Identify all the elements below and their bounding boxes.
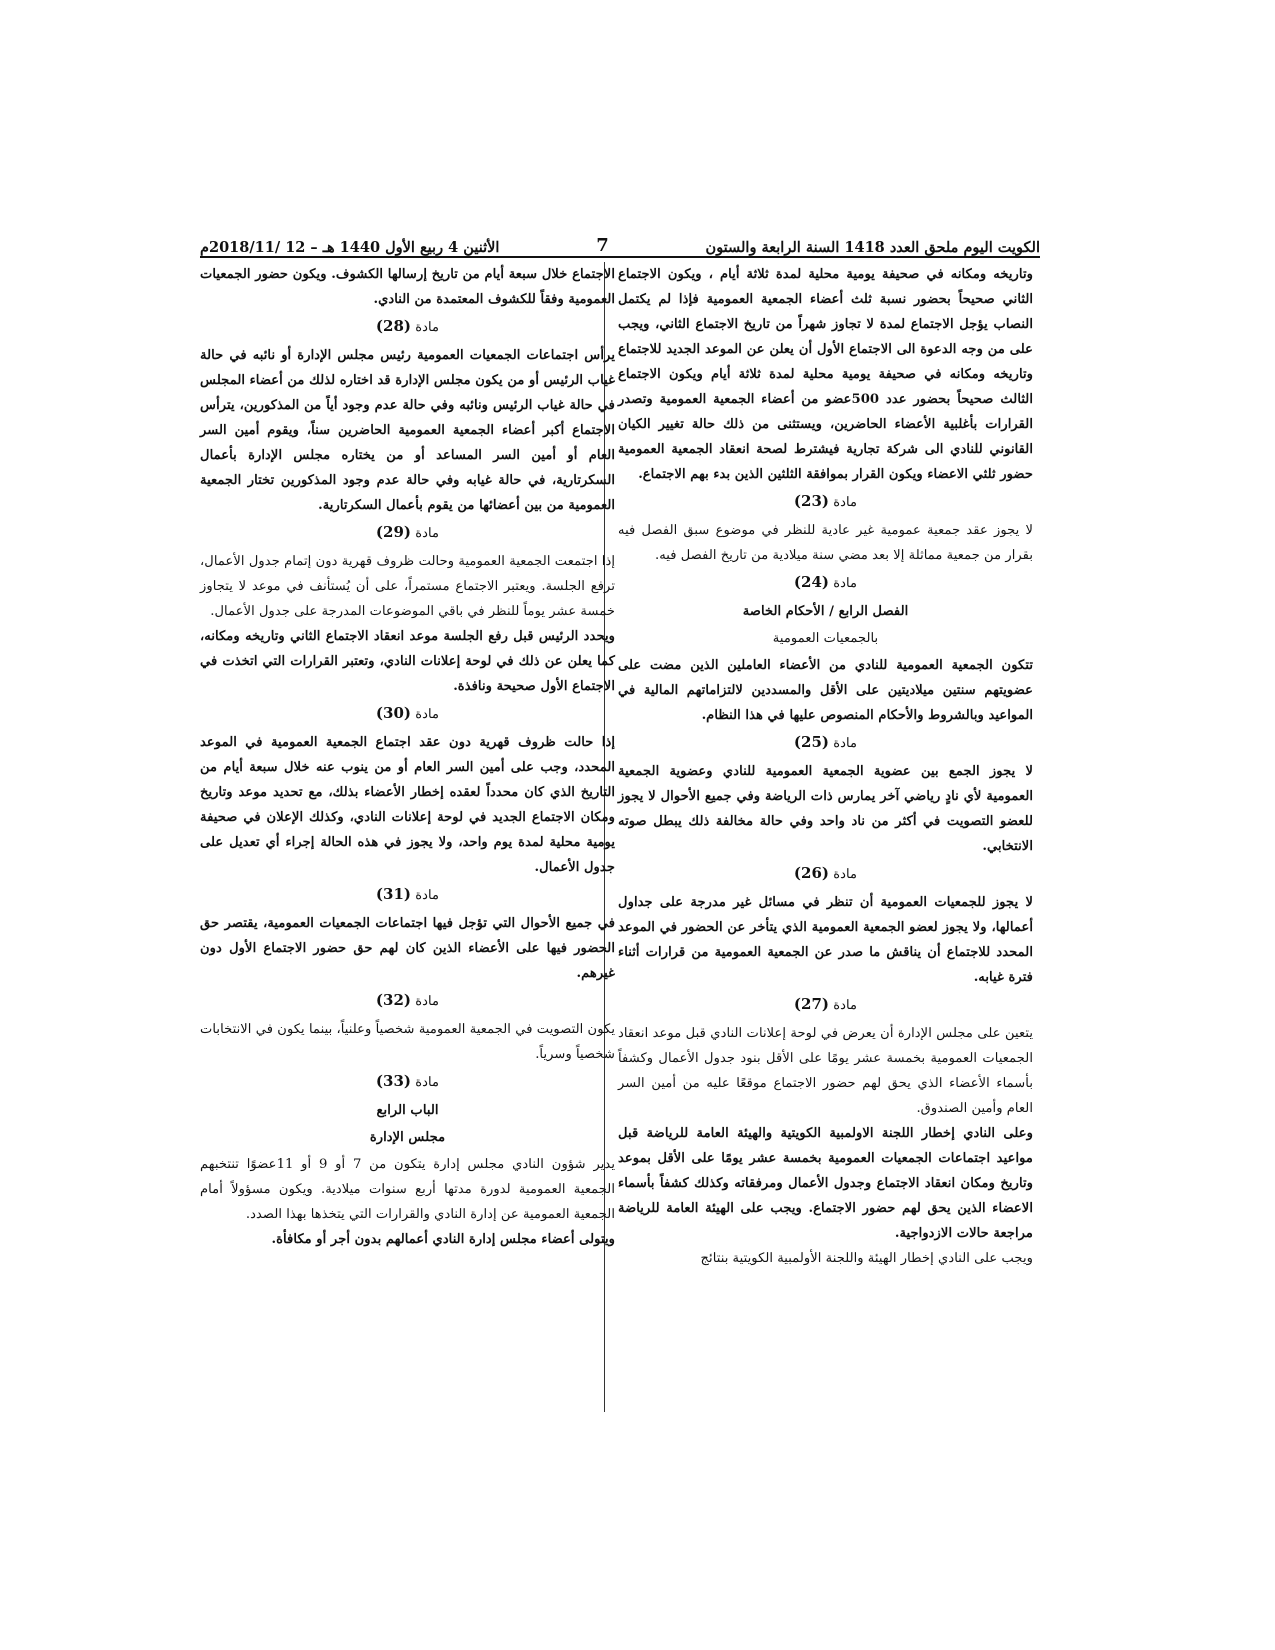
paragraph: يدير شؤون النادي مجلس إدارة يتكون من 7 أو 9 أو 11عضوًا تنتخبهم الجمعية العمومية لدورة مدتها أربع سنوات ميلادية. ويكون مسؤولاً أمام الجمعية العمومية عن إدارة النادي والقرارات التي يتخذها بهذا الصدد.	[200, 1157, 616, 1222]
article-number-value: (24)	[793, 573, 830, 591]
paragraph: في جميع الأحوال التي تؤجل فيها اجتماعات الجمعيات العمومية، يقتصر حق الحضور فيها على الأعضاء الذين كان لهم حق حضور الاجتماع الأول دون غيرهم.	[200, 916, 615, 981]
paragraph: إذا حالت ظروف قهرية دون عقد اجتماع الجمعية العمومية في الموعد المحدد، وجب على أمين السر العام أو من ينوب عنه خلال سبعة أيام من التاريخ الذي كان محدداً لعقده إخطار الأعضاء بذلك، مع تحديد موعد وتاريخ ومكان الاجتماع الجديد في لوحة إعلانات النادي، وكذلك الإعلان في صحيفة يومية محلية لمدة يوم واحد، ولا يجوز في هذه الحالة إجراء أي تعديل على جدول الأعمال.	[200, 735, 615, 875]
section-heading: بالجمعيات العمومية	[772, 631, 879, 646]
article-number-value: (33)	[375, 1072, 412, 1090]
paragraph: الاجتماع خلال سبعة أيام من تاريخ إرسالها الكشوف. ويكون حضور الجمعيات العمومية وفقاً للكشوف المعتمدة من النادي.	[200, 267, 615, 307]
article-number-value: (27)	[793, 995, 830, 1013]
article-prefix: مادة	[411, 526, 440, 541]
section-heading: الباب الرابع	[376, 1103, 439, 1118]
article-prefix: مادة	[829, 576, 858, 591]
article-number	[618, 861, 1033, 887]
paragraph: لا يجوز عقد جمعية عمومية غير عادية للنظر في موضوع سبق الفصل فيه بقرار من جمعية مماثلة إلا بعد مضي سنة ميلادية من تاريخ الفصل فيه.	[618, 523, 1033, 563]
article-number-value: (30)	[375, 704, 412, 722]
paragraph: ويحدد الرئيس قبل رفع الجلسة موعد انعقاد الاجتماع الثاني وتاريخه ومكانه، كما يعلن عن ذلك في لوحة إعلانات النادي، وتعتبر القرارات التي اتخذت في الاجتماع الأول صحيحة ونافذة.	[200, 629, 615, 694]
article-number	[200, 988, 615, 1014]
article-number	[200, 520, 615, 546]
article-prefix: مادة	[411, 1075, 440, 1090]
paragraph: لا يجوز الجمع بين عضوية الجمعية العمومية للنادي وعضوية الجمعية العمومية لأي نادٍ رياضي آخر يمارس ذات الرياضة وفي جميع الأحوال لا يجوز للعضو التصويت في أكثر من ناد واحد وفي حالة مخالفة ذلك يبطل صوته الانتخابي.	[618, 764, 1033, 854]
article-number-value: (32)	[375, 991, 412, 1009]
article-number	[200, 701, 615, 727]
article-number-value: (26)	[793, 864, 830, 882]
paragraph: يرأس اجتماعات الجمعيات العمومية رئيس مجلس الإدارة أو نائبه في حالة غياب الرئيس أو من يكون مجلس الإدارة قد اختاره لذلك من أعضاء المجلس في حالة غياب الرئيس ونائبه وفي حالة عدم وجود أياً من المذكورين، يترأس الاجتماع أكبر أعضاء الجمعية العمومية الحاضرين سناً، ويقوم أمين السر العام أو أمين السر المساعد أو من يختاره مجلس الإدارة بأعمال السكرتارية، في حالة غيابه وفي حالة عدم وجود المذكورين تختار الجمعية العمومية من بين أعضائها من يقوم بأعمال السكرتارية.	[200, 348, 615, 513]
left-column	[200, 262, 615, 1252]
section-heading: الفصل الرابع / الأحكام الخاصة	[742, 604, 909, 619]
paragraph: لا يجوز للجمعيات العمومية أن تنظر في مسائل غير مدرجة على جداول أعمالها، ولا يجوز لعضو الجمعية العمومية الذي يتأخر عن الحضور في الموعد المحدد للاجتماع أن يناقش ما صدر عن الجمعية العمومية من قرارات أثناء فترة غيابه.	[618, 895, 1033, 985]
paragraph: ويجب على النادي إخطار الهيئة واللجنة الأولمبية الكويتية بنتائج	[700, 1251, 1033, 1266]
article-number	[618, 992, 1033, 1018]
article-number	[618, 730, 1033, 756]
paragraph: وعلى النادي إخطار اللجنة الاولمبية الكويتية والهيئة العامة للرياضة قبل مواعيد اجتماعات الجمعيات العمومية بخمسة عشر يومًا على الأقل بموعد وتاريخ ومكان انعقاد الاجتماع وجدول الأعمال ومرفقاته وكذلك كشفاً بأسماء الاعضاء الذين يحق لهم حضور الاجتماع. ويجب على الهيئة العامة للرياضة مراجعة حالات الازدواجية.	[618, 1126, 1033, 1241]
section-heading: مجلس الإدارة	[369, 1130, 446, 1145]
paragraph: يتعين على مجلس الإدارة أن يعرض في لوحة إعلانات النادي قبل موعد انعقاد الجمعيات العمومية بخمسة عشر يومًا على الأقل بنود جدول الأعمال وكشفاً بأسماء الأعضاء الذي يحق لهم حضور الاجتماع موقعًا عليه من أمين السر العام وأمين الصندوق.	[618, 1026, 1033, 1116]
article-number	[200, 314, 615, 340]
article-prefix: مادة	[411, 994, 440, 1009]
header-page-number: 7	[596, 235, 609, 256]
header-publication-title: الكويت اليوم ملحق العدد 1418 السنة الرابعة والستون	[705, 239, 1040, 256]
article-number-value: (23)	[793, 492, 830, 510]
right-column	[618, 262, 1033, 1271]
article-number-value: (29)	[375, 523, 412, 541]
paragraph: وتاريخه ومكانه في صحيفة يومية محلية لمدة ثلاثة أيام ، ويكون الاجتماع الثاني صحيحاً بحضور نسبة ثلث أعضاء الجمعية العمومية فإذا لم يكتمل النصاب يؤجل الاجتماع لمدة لا تجاوز شهراً من تاريخ الاجتماع الثاني، ويجب على من وجه الدعوة الى الاجتماع الأول أن يعلن عن الموعد الجديد للاجتماع وتاريخه ومكانه في صحيفة يومية محلية لمدة ثلاثة أيام ويكون الاجتماع الثالث صحيحاً بحضور عدد 500عضو من أعضاء الجمعية العمومية وتصدر القرارات بأغلبية الأعضاء الحاضرين، ويستثنى من ذلك حالة تغيير الكيان القانوني للنادي الى شركة تجارية فيشترط لصحة انعقاد الجمعية العمومية حضور ثلثي الاعضاء ويكون القرار بموافقة الثلثين الذين بدء بهم الاجتماع.	[618, 267, 1033, 482]
article-prefix: مادة	[411, 888, 440, 903]
article-number	[618, 570, 1033, 596]
page-header	[200, 228, 1040, 258]
article-number	[200, 1069, 615, 1095]
paragraph: إذا اجتمعت الجمعية العمومية وحالت ظروف قهرية دون إتمام جدول الأعمال، ترفع الجلسة. ويعتبر الاجتماع مستمراً، على أن يُستأنف في موعد لا يتجاوز خمسة عشر يوماً للنظر في باقي الموضوعات المدرجة على جدول الأعمال.	[200, 554, 615, 619]
article-number-value: (25)	[793, 733, 830, 751]
article-prefix: مادة	[829, 736, 858, 751]
article-number-value: (28)	[375, 317, 412, 335]
article-prefix: مادة	[411, 320, 440, 335]
article-prefix: مادة	[829, 998, 858, 1013]
paragraph: ويتولى أعضاء مجلس إدارة النادي أعمالهم بدون أجر أو مكافأة.	[271, 1232, 615, 1247]
article-prefix: مادة	[829, 495, 858, 510]
article-number	[200, 882, 615, 908]
article-number	[618, 489, 1033, 515]
header-date: الأثنين 4 ربيع الأول 1440 هـ – 12 /2018/11م	[200, 239, 500, 256]
article-prefix: مادة	[411, 707, 440, 722]
paragraph: يكون التصويت في الجمعية العمومية شخصياً وعلنياً، بينما يكون في الانتخابات شخصياً وسرياً.	[200, 1022, 615, 1062]
paragraph: تتكون الجمعية العمومية للنادي من الأعضاء العاملين الذين مضت على عضويتهم سنتين ميلاديتين على الأقل والمسددين لالتزاماتهم المالية في المواعيد وبالشروط والأحكام المنصوص عليها في هذا النظام.	[618, 658, 1033, 723]
article-prefix: مادة	[829, 867, 858, 882]
article-number-value: (31)	[375, 885, 412, 903]
